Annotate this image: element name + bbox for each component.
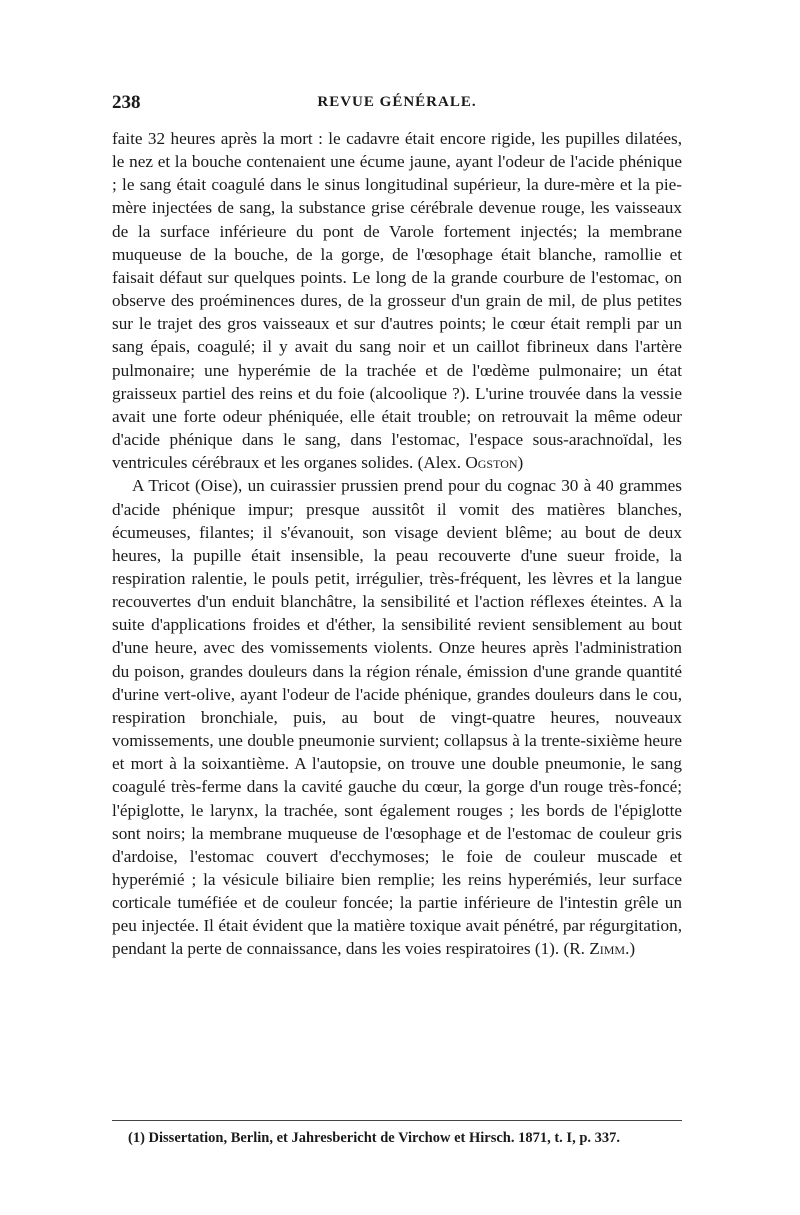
running-head: REVUE GÉNÉRALE. bbox=[317, 94, 477, 110]
paragraph-2-end: .) bbox=[625, 939, 636, 959]
paragraph-1 bbox=[112, 127, 682, 474]
page-number: 238 bbox=[112, 92, 141, 113]
paragraph-2 bbox=[112, 474, 682, 960]
paragraph-1-end: ) bbox=[517, 453, 524, 473]
footnote-rule bbox=[112, 1120, 682, 1121]
footnote: (1) Dissertation, Berlin, et Jahresbericht de Virchow et Hirsch. 1871, t. I, p. 337. bbox=[128, 1130, 621, 1146]
paragraph-1-text: faite 32 heures après la mort : le cadavre était encore rigide, les pupilles dilatées, le nez et la bouche contenaient une écume jaune, ayant l'odeur de l'acide phénique ; le sang était coagulé dans le sinus longitudinal supérieur, la dure-mère et la pie-mère injectées de sang, la substance grise cérébrale devenue rouge, les vaisseaux de la surface inférieure du pont de Varole fortement injectés; la membrane muqueuse de la bouche, de la gorge, de l'œsophage était blanche, ramollie et faisait défaut sur quelques points. Le long de la grande courbure de l'estomac, on observe des proéminences dures, de la grosseur d'un grain de mil, de plus petites sur le trajet des gros vaisseaux et sur d'autres points; le cœur était rempli par un sang épais, coagulé; il y avait du sang noir et un caillot fibrineux dans l'artère pulmonaire; une hyperémie de la trachée et de l'œdème pulmonaire; un état graisseux partiel des reins et du foie (alcoolique ?). L'urine trouvée dans la vessie avait une forte odeur phéniquée, elle était trouble; on retrouvait la même odeur d'acide phénique dans le sang, dans l'estomac, l'espace sous-arachnoïdal, les ventricules cérébraux et les organes solides. (Alex. bbox=[112, 129, 682, 473]
body-text bbox=[112, 127, 682, 961]
page-header bbox=[112, 92, 682, 118]
paragraph-2-author: Zimm bbox=[589, 939, 626, 959]
paragraph-1-author: Ogston bbox=[465, 453, 518, 473]
paragraph-2-text: A Tricot (Oise), un cuirassier prussien prend pour du cognac 30 à 40 grammes d'acide phénique impur; presque aussitôt il vomit des matières blanches, écumeuses, filantes; il s'évanouit, son visage devient blême; au bout de deux heures, la pupille était insensible, la peau recouverte d'une sueur froide, la respiration ralentie, le pouls petit, irrégulier, très-fréquent, les lèvres et la langue recouvertes d'un enduit blanchâtre, la sensibilité et l'action réflexes éteintes. A la suite d'applications froides et d'éther, la sensibilité revient sensiblement au bout d'une heure, avec des vomissements violents. Onze heures après l'administration du poison, grandes douleurs dans la région rénale, émission d'une grande quantité d'urine vert-olive, ayant l'odeur de l'acide phénique, grandes douleurs dans le cou, respiration bronchiale, puis, au bout de vingt-quatre heures, nouveaux vomissements, une double pneumonie survient; collapsus à la trente-sixième heure et mort à la soixantième. A l'autopsie, on trouve une double pneumonie, le sang coagulé très-ferme dans la cavité gauche du cœur, la gorge d'un rouge très-foncé; l'épiglotte, le larynx, la trachée, sont également rouges ; les bords de l'épiglotte sont noirs; la membrane muqueuse de l'œsophage et de l'estomac de couleur gris d'ardoise, l'estomac couvert d'ecchymoses; le foie de couleur muscade et hyperémié ; la vésicule biliaire bien remplie; les reins hyperémiés, leur surface corticale tuméfiée et de couleur foncée; la partie inférieure de l'intestin grêle un peu injectée. Il était évident que la matière toxique avait pénétré, par régurgitation, pendant la perte de connaissance, dans les voies respiratoires (1). (R. bbox=[112, 476, 682, 959]
